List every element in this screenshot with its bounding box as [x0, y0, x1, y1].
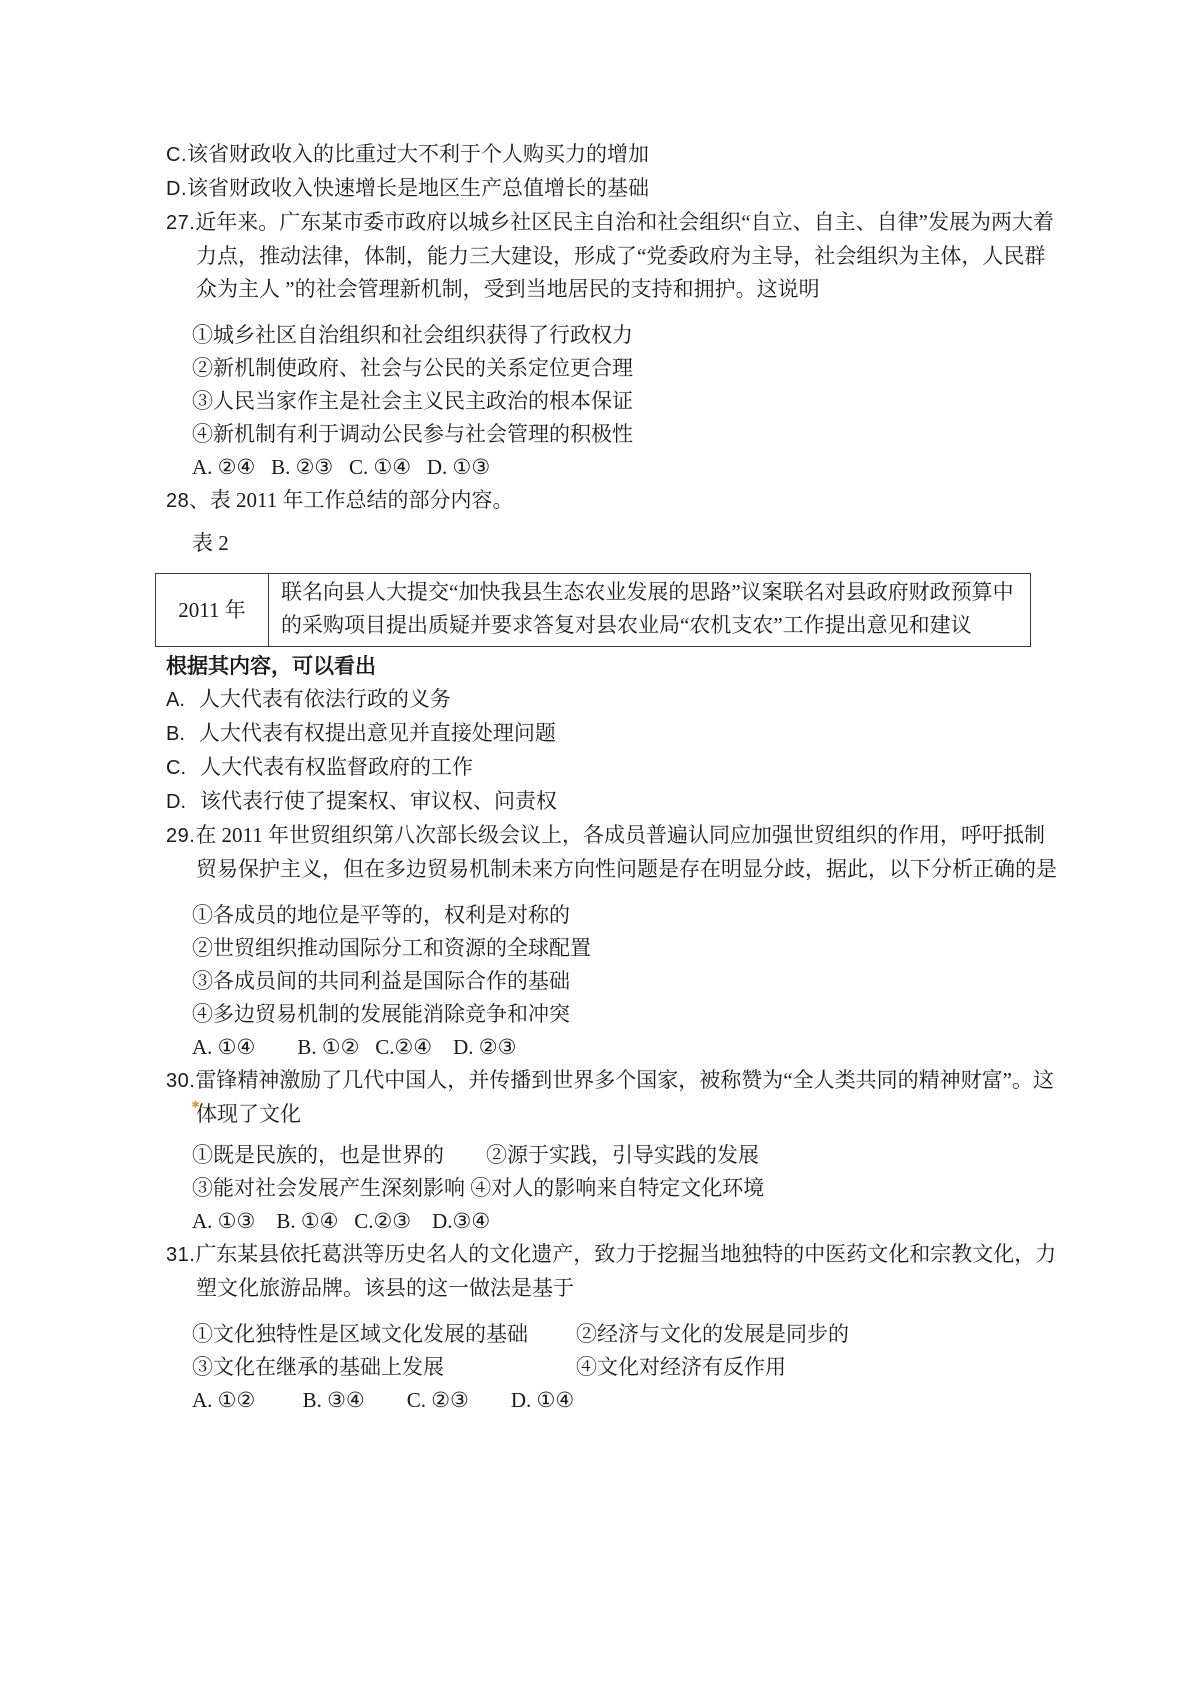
q30-stem-text-rest: 精神激励了几代中国人，并传播到世界多个国家，被称赞为“全人类共同的精神财富”。这体现了文化 [196, 1068, 1054, 1126]
q29-number: 29. [166, 825, 196, 847]
q30-item-row-1: ①既是民族的，也是世界的 ②源于实践，引导实践的发展 [192, 1143, 759, 1167]
q30-stem [166, 1064, 1064, 1131]
q28-stem [166, 484, 1064, 518]
q29-item-1: ①各成员的地位是平等的，权利是对称的 [192, 903, 570, 927]
q29-item-4: ④多边贸易机制的发展能消除竞争和冲突 [192, 1002, 570, 1026]
q28-option-c-text: 人大代表有权监督政府的工作 [200, 755, 473, 779]
q28-table-row [156, 574, 1031, 647]
q27-item-3: ③人民当家作主是社会主义民主政治的根本保证 [192, 389, 633, 413]
q27-stem-text: 近年来。广东某市委市政府以城乡社区民主自治和社会组织“自立、自主、自律”发展为两大着力点，推动法律，体制，能力三大建设，形成了“党委政府为主导，社会组织为主体，人民群众为主人 ”的社会管理新机制，受到当地居民的支持和拥护。这说明 [195, 210, 1054, 301]
q27-item-1: ①城乡社区自治组织和社会组织获得了行政权力 [192, 323, 633, 347]
q26-option-d [166, 172, 1064, 206]
q28-stem-text: 表 2011 年工作总结的部分内容。 [209, 488, 514, 512]
q28-option-b-text: 人大代表有权提出意见并直接处理问题 [198, 721, 556, 745]
q31-number: 31. [166, 1244, 196, 1266]
q30-answer-row: A. ①③ B. ①④ C.②③ D.③④ [192, 1209, 491, 1233]
q28-option-d [166, 785, 1064, 819]
q26-option-d-text: 该省财政收入快速增长是地区生产总值增长的基础 [187, 176, 649, 200]
q28-option-d-label: D. [166, 791, 186, 813]
q29-stem [166, 819, 1064, 886]
q27-number: 27. [166, 212, 196, 234]
q26-option-c [166, 138, 1064, 172]
q28-table [155, 573, 1031, 647]
q31-item-row-2 [192, 1351, 1064, 1384]
q31-answer-row: A. ①② B. ③④ C. ②③ D. ①④ [192, 1388, 575, 1412]
q29-items [166, 899, 1064, 1031]
q28-lead: 根据其内容，可以看出 [166, 655, 376, 678]
exam-page [166, 138, 1064, 1417]
q30-items [166, 1139, 1064, 1205]
q31-item-4: ④文化对经济有反作用 [576, 1355, 786, 1379]
q30-item-row-2: ③能对社会发展产生深刻影响 ④对人的影响来自特定文化环境 [192, 1176, 765, 1200]
q29-stem-text: 在 2011 年世贸组织第八次部长级会议上，各成员普遍认同应加强世贸组织的作用，呼吁抵制贸易保护主义，但在多边贸易机制未来方向性问题是存在明显分歧，据此，以下分析正确的是 [195, 823, 1057, 881]
q28-number: 28、 [166, 490, 210, 512]
q28-option-a-label: A. [166, 689, 185, 711]
q28-option-c [166, 751, 1064, 785]
q28-table-content-cell: 联名向县人大提交“加快我县生态农业发展的思路”议案联名对县政府财政预算中的采购项目提出质疑并要求答复对县农业局“农机支农”工作提出意见和建议 [269, 574, 1031, 647]
q31-item-1: ①文化独特性是区域文化发展的基础 [192, 1322, 528, 1346]
q29-item-3: ③各成员间的共同利益是国际合作的基础 [192, 969, 570, 993]
q26-option-c-label: C. [166, 144, 187, 166]
q29-answer-row: A. ①④ B. ①② C.②④ D. ②③ [192, 1035, 517, 1059]
q28-option-b-label: B. [166, 723, 185, 745]
q27-items [166, 319, 1064, 451]
q28-table-caption: 表 2 [192, 531, 229, 555]
q31-item-row-1 [192, 1318, 1064, 1351]
q27-item-4: ④新机制有利于调动公民参与社会管理的积极性 [192, 422, 633, 446]
q28-option-b [166, 717, 1064, 751]
q28-option-c-label: C. [166, 757, 186, 779]
q31-item-3: ③文化在继承的基础上发展 [192, 1355, 444, 1379]
q27-stem [166, 206, 1064, 306]
q28-option-a-text: 人大代表有依法行政的义务 [198, 687, 451, 711]
q26-option-d-label: D. [166, 178, 187, 200]
q28-option-a [166, 683, 1064, 717]
q31-item-2: ②经济与文化的发展是同步的 [576, 1322, 849, 1346]
q29-item-2: ②世贸组织推动国际分工和资源的全球配置 [192, 936, 591, 960]
q31-items [166, 1318, 1064, 1384]
q27-item-2: ②新机制使政府、社会与公民的关系定位更合理 [192, 356, 633, 380]
q30-stem-text-start: 雷锋 [195, 1068, 238, 1092]
q28-option-d-text: 该代表行使了提案权、审议权、问责权 [200, 789, 557, 813]
q27-answer-row: A. ②④ B. ②③ C. ①④ D. ①③ [192, 455, 491, 479]
q28-table-year-cell: 2011 年 [156, 574, 269, 647]
q26-option-c-text: 该省财政收入的比重过大不利于个人购买力的增加 [187, 142, 649, 166]
q30-number: 30. [166, 1070, 196, 1092]
q31-stem-text: 广东某县依托葛洪等历史名人的文化遗产，致力于挖掘当地独特的中医药文化和宗教文化，力塑文化旅游品牌。该县的这一做法是基于 [195, 1242, 1057, 1300]
q31-stem [166, 1238, 1064, 1305]
